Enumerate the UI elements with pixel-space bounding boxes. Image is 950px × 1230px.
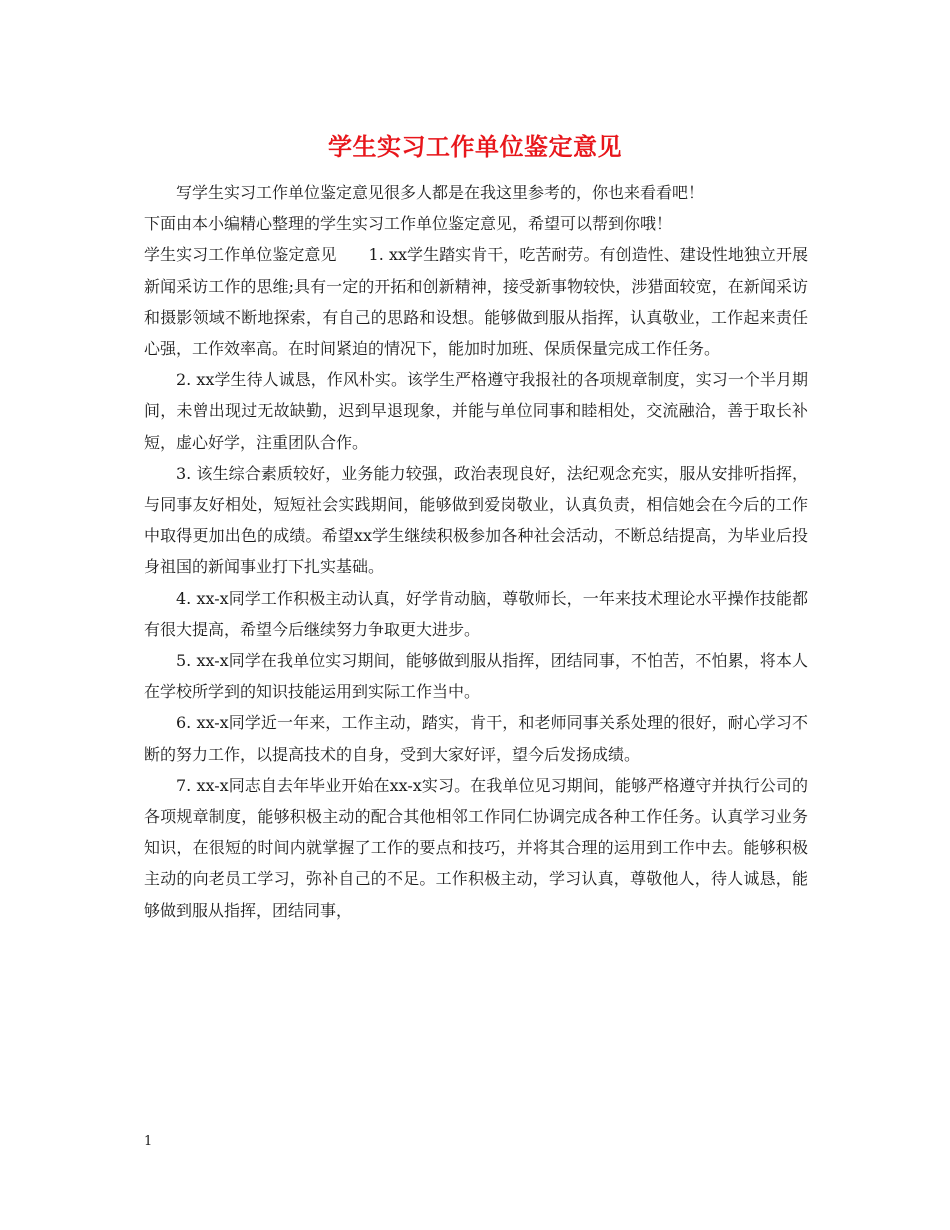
paragraph-7: 7. xx-x同志自去年毕业开始在xx-x实习。在我单位见习期间，能够严格遵守并执行公司的各项规章制度，能够积极主动的配合其他相邻工作同仁协调完成各种工作任务。认真学习业务知识，在很短的时间内就掌握了工作的要点和技巧，并将其合理的运用到工作中去。能够积极主动的向老员工学习，弥补自己的不足。工作积极主动，学习认真，尊敬他人，待人诚恳，能够做到服从指挥，团结同事，: [144, 775, 808, 920]
page-number: 1: [144, 1134, 153, 1149]
paragraph-4: 4. xx-x同学工作积极主动认真，好学肯动脑，尊敬师长，一年来技术理论水平操作技能都有很大提高，希望今后继续努力争取更大进步。: [144, 588, 808, 639]
paragraph-3: 3. 该生综合素质较好，业务能力较强，政治表现良好，法纪观念充实，服从安排听指挥，与同事友好相处，短短社会实践期间，能够做到爱岗敬业，认真负责，相信她会在今后的工作中取得更加出色的成绩。希望xx学生继续积极参加各种社会活动，不断总结提高，为毕业后投身祖国的新闻事业打下扎实基础。: [144, 463, 808, 577]
intro-line-1: 写学生实习工作单位鉴定意见很多人都是在我这里参考的，你也来看看吧！: [176, 183, 705, 202]
paragraph-1: 学生实习工作单位鉴定意见 1. xx学生踏实肯干，吃苦耐劳。有创造性、建设性地独立开展新闻采访工作的思维;具有一定的开拓和创新精神，接受新事物较快，涉猎面较宽，在新闻采访和摄影领域不断地探索，有自己的思路和设想。能够做到服从指挥，认真敬业，工作起来责任心强，工作效率高。在时间紧迫的情况下，能加时加班、保质保量完成工作任务。: [144, 245, 808, 359]
paragraph-2: 2. xx学生待人诚恳，作风朴实。该学生严格遵守我报社的各项规章制度，实习一个半月期间，未曾出现过无故缺勤，迟到早退现象，并能与单位同事和睦相处，交流融洽，善于取长补短，虚心好学，注重团队合作。: [144, 370, 808, 452]
document-title: 学生实习工作单位鉴定意见: [328, 132, 622, 161]
document-body: [144, 177, 808, 926]
paragraph-5: 5. xx-x同学在我单位实习期间，能够做到服从指挥，团结同事，不怕苦，不怕累，将本人在学校所学到的知识技能运用到实际工作当中。: [144, 651, 808, 702]
paragraph-6: 6. xx-x同学近一年来，工作主动，踏实，肯干，和老师同事关系处理的很好，耐心学习不断的努力工作，以提高技术的自身，受到大家好评，望今后发扬成绩。: [144, 713, 808, 764]
intro-line-2: 下面由本小编精心整理的学生实习工作单位鉴定意见，希望可以帮到你哦！: [144, 214, 673, 234]
